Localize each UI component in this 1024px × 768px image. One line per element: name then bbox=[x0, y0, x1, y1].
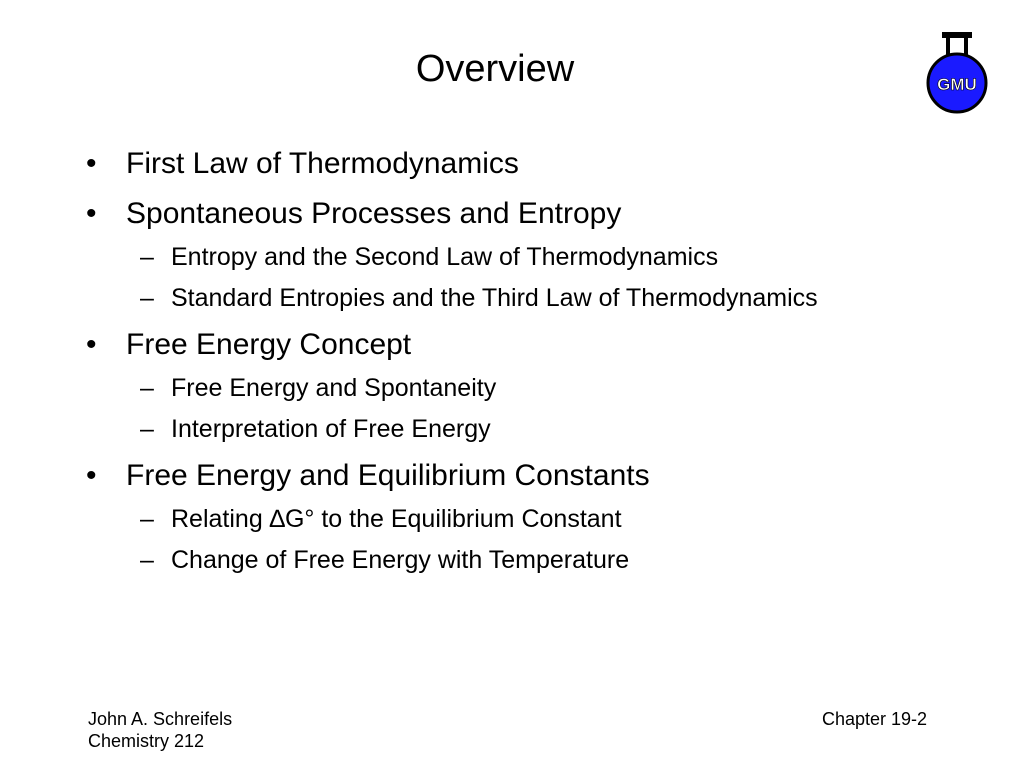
sub-bullet-text: Relating ∆G° to the Equilibrium Constant bbox=[171, 505, 622, 533]
dash-marker: – bbox=[140, 374, 154, 402]
dash-marker: – bbox=[140, 243, 154, 271]
sub-bullet-text: Entropy and the Second Law of Thermodynamics bbox=[171, 243, 719, 271]
footer-left bbox=[88, 708, 232, 752]
bullet-marker: • bbox=[86, 147, 97, 180]
sub-bullet-text: Free Energy and Spontaneity bbox=[171, 374, 497, 402]
bullet-marker: • bbox=[86, 459, 97, 492]
gmu-flask-logo bbox=[924, 30, 992, 114]
bullet-marker: • bbox=[86, 328, 97, 361]
footer-course: Chemistry 212 bbox=[88, 731, 205, 751]
bullet-marker: • bbox=[86, 197, 97, 230]
sub-bullet-text: Standard Entropies and the Third Law of Thermodynamics bbox=[171, 284, 818, 312]
bullet-text: Free Energy Concept bbox=[126, 328, 412, 361]
bullet-text: Free Energy and Equilibrium Constants bbox=[126, 459, 650, 492]
footer-author: John A. Schreifels bbox=[88, 709, 233, 729]
footer-page-number: Chapter 19-2 bbox=[822, 709, 928, 729]
logo-text: GMU bbox=[937, 75, 977, 94]
dash-marker: – bbox=[140, 284, 154, 312]
sub-bullet-text: Interpretation of Free Energy bbox=[171, 415, 491, 443]
flask-lip-icon bbox=[942, 32, 972, 38]
dash-marker: – bbox=[140, 505, 154, 533]
bullet-text: Spontaneous Processes and Entropy bbox=[126, 197, 622, 230]
sub-bullet-text: Change of Free Energy with Temperature bbox=[171, 546, 630, 574]
dash-marker: – bbox=[140, 415, 154, 443]
bullet-text: First Law of Thermodynamics bbox=[126, 147, 519, 180]
slide-title: Overview bbox=[415, 48, 575, 90]
dash-marker: – bbox=[140, 546, 154, 574]
